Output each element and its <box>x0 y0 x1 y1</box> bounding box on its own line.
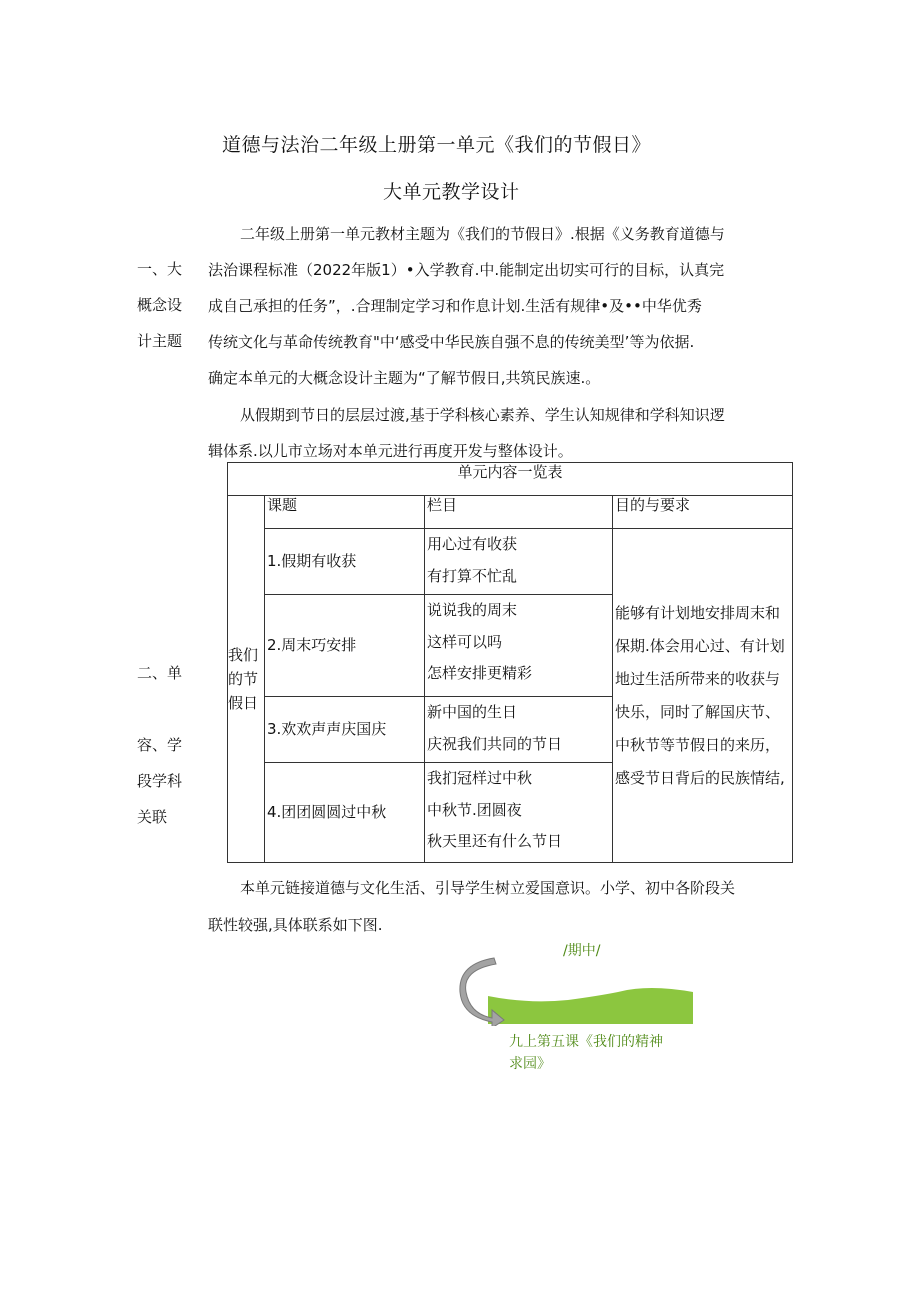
lesson-column: 有打算不忙乱 <box>427 566 518 585</box>
lesson-column: 我扪冠样过中秋 <box>427 769 533 787</box>
paragraph-line: 传统文化与革命传统教育"中‘感受中华民族自强不息的传统美型’等为依据. <box>208 333 695 351</box>
column-header-goal: 目的与要求 <box>613 496 793 529</box>
section2-label-line: 段学科 <box>137 772 183 790</box>
document-title: 道德与法治二年级上册第一单元《我们的节假日》 <box>222 134 652 156</box>
lesson-column: 庆祝我们共同的节日 <box>427 734 563 753</box>
paragraph-line: 本单元链接道德与文化生活、引导学生树立爱国意识。小学、初中各阶段关 <box>240 879 736 897</box>
green-band <box>488 988 693 1024</box>
diagram-graphic <box>458 956 698 1026</box>
goal-line: 中秋节等节假日的来历， <box>615 735 781 754</box>
lesson-column: 这样可以吗 <box>427 632 503 651</box>
paragraph-line: 从假期到节日的层层过渡,基于学科核心素养、学生认知规律和学科知识逻 <box>240 406 725 424</box>
curved-arrow-icon <box>460 958 504 1026</box>
diagram-label-midterm: /期中/ <box>563 943 601 959</box>
diagram-label-line: 求园》 <box>509 1056 551 1072</box>
lesson-title: 3.欢欢声声庆国庆 <box>265 697 425 763</box>
unit-name-line: 的节 <box>228 670 259 688</box>
lesson-columns-cell <box>425 697 613 763</box>
unit-name-line: 假日 <box>228 694 259 712</box>
goal-line: 保期.体会用心过、有计划 <box>615 636 785 655</box>
section1-label-line: 概念设 <box>137 296 183 314</box>
column-header-topic: 课题 <box>265 496 425 529</box>
lesson-column: 怎样安排更精彩 <box>427 664 533 682</box>
section2-label-line: 关联 <box>137 808 168 826</box>
lesson-columns-cell <box>425 529 613 595</box>
lesson-title: 2.周末巧安排 <box>265 595 425 697</box>
document-subtitle: 大单元教学设计 <box>383 181 520 203</box>
goal-line: 能够有计划地安排周末和 <box>615 603 781 622</box>
unit-content-table <box>227 462 793 863</box>
unit-name-cell <box>228 496 265 863</box>
diagram-label-line: 九上第五课《我们的精神 <box>509 1034 663 1050</box>
goal-line: 地过生活所带来的收获与 <box>615 669 781 688</box>
goal-cell <box>613 529 793 863</box>
paragraph-line: 二年级上册第一单元教材主题为《我们的节假日》.根据《义务教育道德与 <box>240 225 725 243</box>
paragraph-line: 法治课程标准（2022年版1）•入学教育.中.能制定出切实可行的目标，认真完 <box>208 261 725 279</box>
section2-label-line: 二、单 <box>137 664 183 682</box>
lesson-columns-cell <box>425 763 613 863</box>
lesson-title: 4.团团圆圆过中秋 <box>265 763 425 863</box>
paragraph-line: 辑体系.以儿市立场对本单元进行再度开发与整体设计。 <box>208 442 573 460</box>
lesson-title: 1.假期有收获 <box>265 529 425 595</box>
lesson-columns-cell <box>425 595 613 697</box>
paragraph-line: 确定本单元的大概念设计主题为“了解节假日,共筑民族速.。 <box>208 369 601 387</box>
diagram-label-lesson <box>509 1031 663 1075</box>
lesson-column: 用心过有收获 <box>427 535 518 553</box>
unit-name-line: 我们 <box>228 646 259 664</box>
lesson-column: 新中国的生日 <box>427 703 518 721</box>
paragraph-line: 成自己承担的任务”，.合理制定学习和作息计划.生活有规律•及••中华优秀 <box>208 297 702 315</box>
column-header-section: 栏目 <box>425 496 613 529</box>
table-caption: 单元内容一览表 <box>228 463 793 496</box>
lesson-column: 说说我的周末 <box>427 601 518 619</box>
lesson-column: 秋天里还有什么节日 <box>427 832 563 850</box>
goal-line: 感受节日背后的民族情结, <box>615 768 785 787</box>
section2-label-line: 容、学 <box>137 736 183 754</box>
section1-label-line: 计主题 <box>137 332 183 350</box>
goal-line: 快乐，同时了解国庆节、 <box>615 702 781 721</box>
section1-label-line: 一、大 <box>137 260 183 278</box>
paragraph-line: 联性较强,具体联系如下图. <box>208 916 383 934</box>
lesson-column: 中秋节.团圆夜 <box>427 800 522 819</box>
